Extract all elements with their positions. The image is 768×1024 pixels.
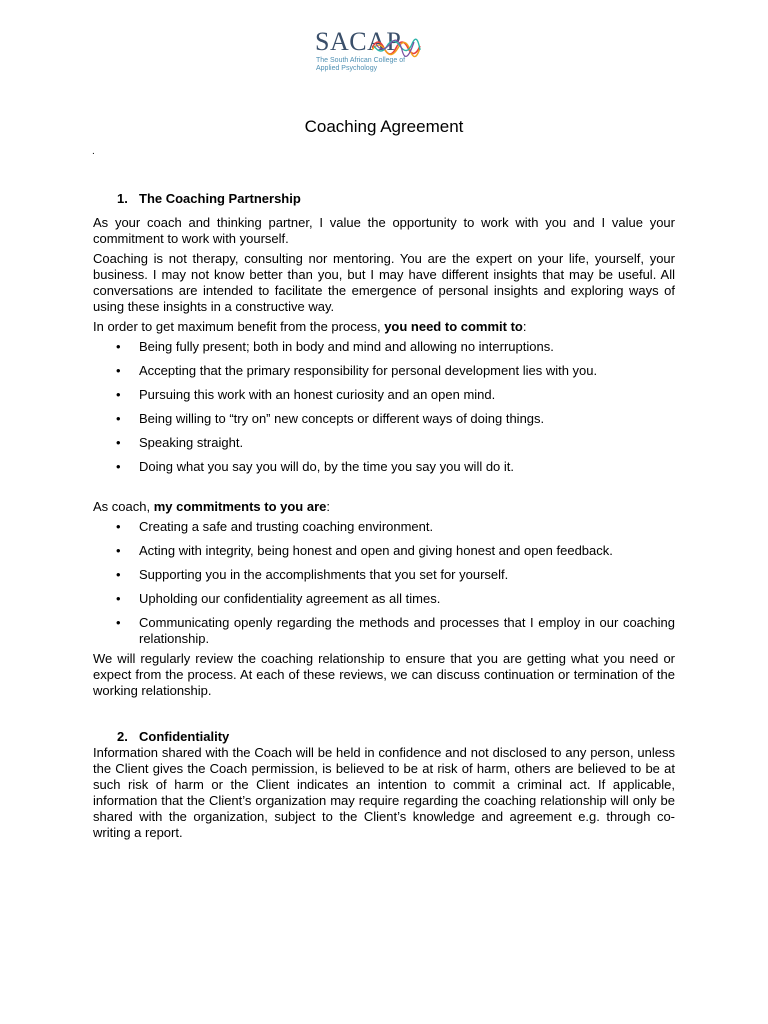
section-1-heading [117, 191, 675, 207]
list-item [93, 567, 675, 583]
coach-intro-colon: : [326, 499, 330, 514]
list-item-text: Supporting you in the accomplishments that you set for yourself. [139, 567, 509, 582]
list-item-text: Acting with integrity, being honest and open and giving honest and open feedback. [139, 543, 613, 558]
bullet-icon: • [116, 459, 121, 474]
list-item-text: Creating a safe and trusting coaching environment. [139, 519, 434, 534]
logo-wave-icon [372, 34, 422, 58]
document-body [93, 191, 675, 841]
client-commitments-list [93, 339, 675, 475]
list-item-text: Doing what you say you will do, by the time you say you will do it. [139, 459, 515, 474]
bullet-icon: • [116, 387, 121, 402]
coach-intro-text: As coach, [93, 499, 154, 514]
list-item-text: Being fully present; both in body and mind and allowing no interruptions. [139, 339, 554, 354]
list-item-text: Accepting that the primary responsibility for personal development lies with you. [139, 363, 598, 378]
stray-mark: . [92, 146, 95, 157]
section-2-number: 2. [117, 729, 128, 744]
bullet-icon: • [116, 363, 121, 378]
list-item-text: Being willing to “try on” new concepts or different ways of doing things. [139, 411, 545, 426]
client-intro-colon: : [522, 319, 527, 334]
coach-commitments-list [93, 519, 675, 647]
bullet-icon: • [116, 435, 121, 450]
bullet-icon: • [116, 543, 121, 558]
list-item [93, 363, 675, 379]
client-commitments-intro [93, 319, 675, 335]
bullet-icon: • [116, 567, 121, 582]
list-item [93, 435, 675, 451]
logo-tagline: The South African College of Applied Psychology [316, 57, 406, 72]
bullet-icon: • [116, 519, 121, 534]
list-item [93, 591, 675, 607]
list-item [93, 519, 675, 535]
bullet-icon: • [116, 615, 121, 630]
list-item-text: Communicating openly regarding the methods and processes that I employ in our coaching relationship. [139, 615, 675, 646]
section-1-number: 1. [117, 191, 128, 206]
list-item-text: Pursuing this work with an honest curiosity and an open mind. [139, 387, 496, 402]
document-title: Coaching Agreement [304, 117, 464, 136]
list-item-text: Upholding our confidentiality agreement as all times. [139, 591, 441, 606]
coaching-definition-paragraph: Coaching is not therapy, consulting nor mentoring. You are the expert on your life, yourself, your business. I may not know better than you, but I may have different insights that may be useful. All conversations are intended to facilitate the emergence of personal insights and exploring ways of using these insights in a constructive way. [93, 251, 675, 314]
bullet-icon: • [116, 411, 121, 426]
bullet-icon: • [116, 339, 121, 354]
coach-commitments-intro [93, 499, 675, 515]
logo-wordmark: SACAP [315, 27, 402, 56]
partnership-paragraph: As your coach and thinking partner, I value the opportunity to work with you and I value your commitment to work with yourself. [93, 215, 675, 246]
sacap-logo [312, 24, 424, 78]
bullet-icon: • [116, 591, 121, 606]
list-item [93, 615, 675, 647]
section-2-heading [117, 729, 675, 745]
list-item [93, 459, 675, 475]
list-item [93, 339, 675, 355]
confidentiality-paragraph: Information shared with the Coach will be held in confidence and not disclosed to any person, unless the Client gives the Coach permission, is believed to be at risk of harm, others are believed to be at such risk of harm or the Client indicates an intention to commit a criminal act. If applicable, information that the Client’s organization may require regarding the coaching relationship will only be shared with the organization, subject to the Client’s knowledge and agreement e.g. through co-writing a report. [93, 745, 675, 840]
coach-intro-bold: my commitments to you are [153, 499, 327, 514]
section-1-title: The Coaching Partnership [139, 191, 301, 206]
list-item [93, 543, 675, 559]
review-paragraph: We will regularly review the coaching relationship to ensure that you are getting what you need or expect from the process. At each of these reviews, we can discuss continuation or termination of the working relationship. [93, 651, 675, 698]
list-item-text: Speaking straight. [139, 435, 244, 450]
client-intro-bold: you need to commit to [384, 319, 523, 334]
section-2-title: Confidentiality [139, 729, 230, 744]
list-item [93, 411, 675, 427]
client-intro-text: In order to get maximum benefit from the process, [93, 319, 385, 334]
list-item [93, 387, 675, 403]
